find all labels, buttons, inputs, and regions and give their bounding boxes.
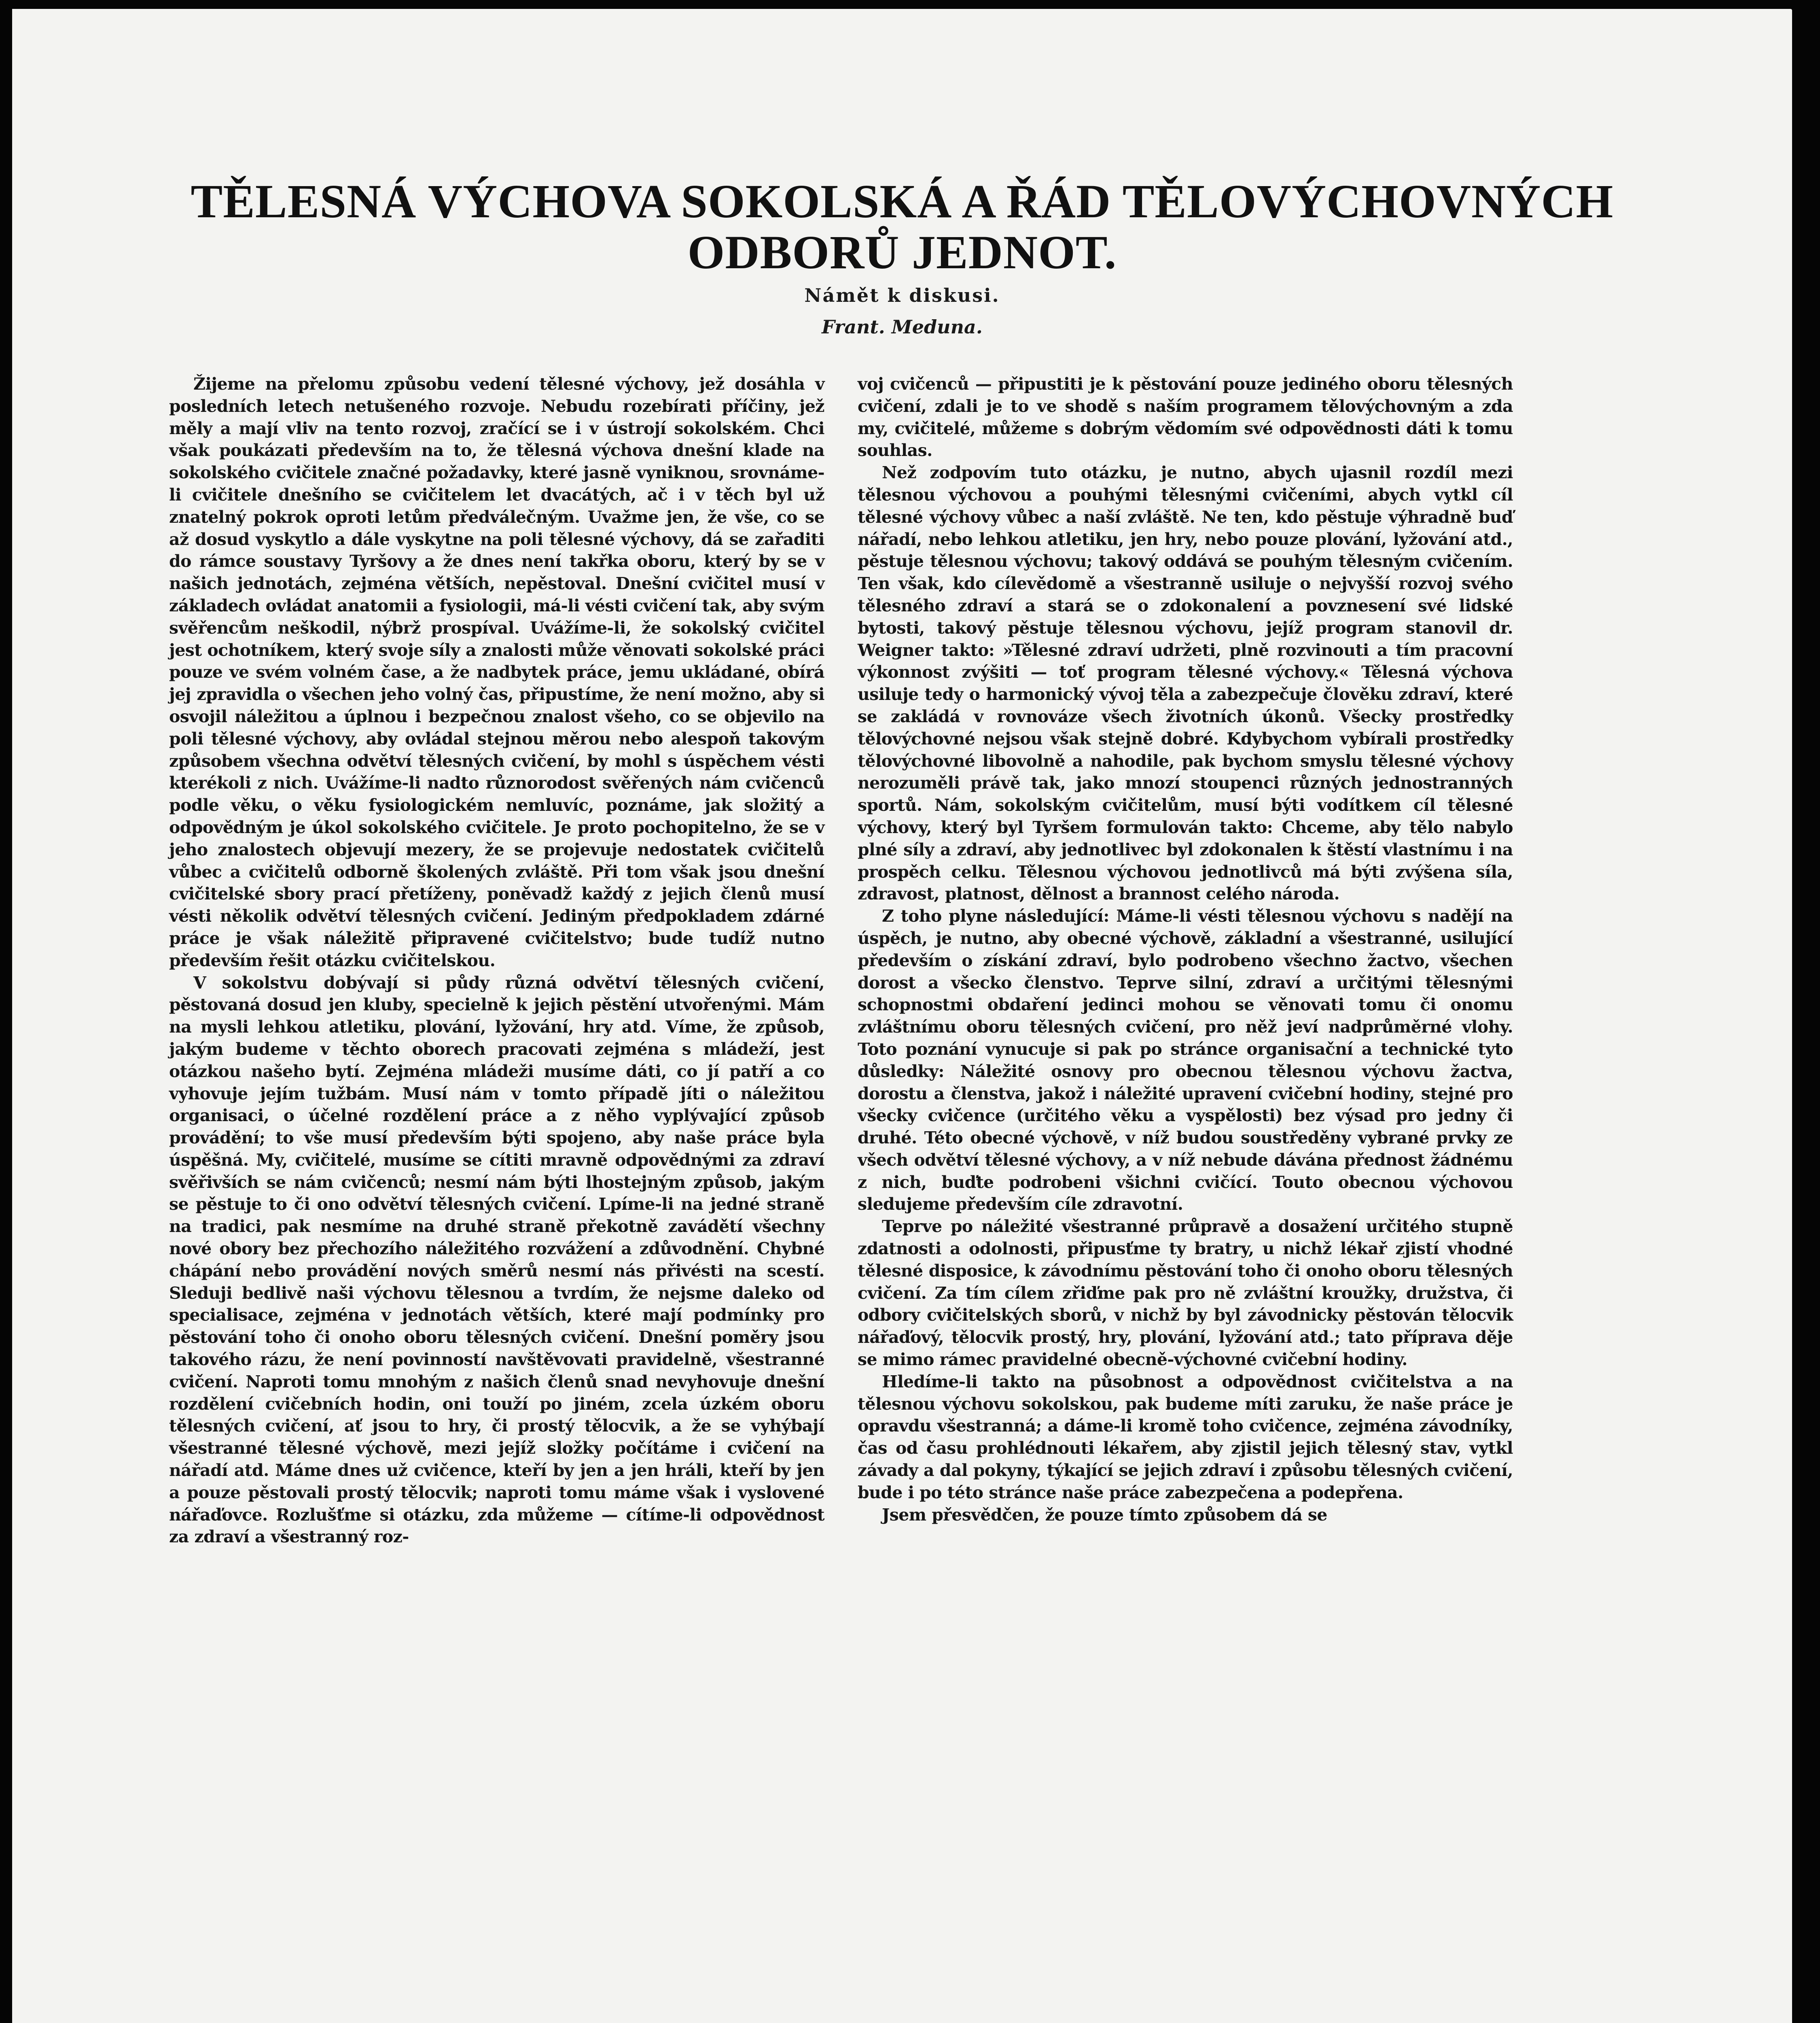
article-title-line-1: TĚLESNÁ VÝCHOVA SOKOLSKÁ A ŘÁD TĚLOVÝCHOVNÝCH <box>191 175 1614 228</box>
article-title-line-2: ODBORŮ JEDNOT. <box>687 226 1117 279</box>
paragraph: Žijeme na přelomu způsobu vedení tělesné výchovy, jež dosáhla v posledních letech netušeného rozvoje. Nebudu rozebírati příčiny, jež měly a mají vliv na tento rozvoj, zračící se i v ústrojí sokolském. Chci však poukázati především na to, že tělesná výchova dnešní klade na sokolského cvičitele značné požadavky, které jasně vyniknou, srovnáme-li cvičitele dnešního se cvičitelem let dvacátých, ač i v těch byl už znatelný pokrok oproti letům předválečným. Uvažme jen, že vše, co se až dosud vyskytlo a dále vyskytne na poli tělesné výchovy, dá se zařaditi do rámce soustavy Tyršovy a že dnes není takřka oboru, který by se v našich jednotách, zejména větších, nepěstoval. Dnešní cvičitel musí v základech ovládat anatomii a fysiologii, má-li vésti cvičení tak, aby svým svěřencům neškodil, nýbrž prospíval. Uvážíme-li, že sokolský cvičitel jest ochotníkem, který svoje síly a znalosti může věnovati sokolské práci pouze ve svém volném čase, a že nadbytek práce, jemu ukládané, obírá jej zpravidla o všechen jeho volný čas, připustíme, že není možno, aby si osvojil náležitou a úplnou i bezpečnou znalost všeho, co se objevilo na poli tělesné výchovy, aby ovládal stejnou měrou nebo alespoň takovým způsobem všechna odvětví tělesných cvičení, by mohl s úspěchem vésti kterékoli z nich. Uvážíme-li nadto různorodost svěřených nám cvičenců podle věku, o věku fysiologickém nemluvíc, poznáme, jak složitý a odpovědným je úkol sokolského cvičitele. Je proto pochopitelno, že se v jeho znalostech objevují mezery, že se projevuje nedostatek cvičitelů vůbec a cvičitelů odborně školených zvláště. Při tom však jsou dnešní cvičitelské sbory prací přetíženy, poněvadž každý z jejich členů musí vésti několik odvětví tělesných cvičení. Jediným předpokladem zdárné práce je však náležitě připravené cvičitelstvo; bude tudíž nutno především řešit otázku cvičitelskou. <box>169 374 824 970</box>
text-column-left <box>169 373 824 1548</box>
paragraph: Z toho plyne následující: Máme-li vésti tělesnou výchovu s nadějí na úspěch, je nutno, aby obecné výchově, základní a všestranné, usilující především o získání zdraví, bylo podrobeno všechno žactvo, všechen dorost a všecko členstvo. Teprve silní, zdraví a určitými tělesnými schopnostmi obdaření jedinci mohou se věnovati tomu či onomu zvláštnímu oboru tělesných cvičení, pro něž jeví nadprůměrné vlohy. Toto poznání vynucuje si pak po stránce organisační a technické tyto důsledky: Náležité osnovy pro obecnou tělesnou výchovu žactva, dorostu a členstva, jakož i náležité upravení cvičební hodiny, stejné pro všecky cvičence (určitého věku a vyspělosti) bez výsad pro jedny či druhé. Této obecné výchově, v níž budou soustředěny vybrané prvky ze všech odvětví tělesné výchovy, a v níž nebude dávána přednost žádnému z nich, buďte podrobeni všichni cvičící. Touto obecnou výchovou sledujeme především cíle zdravotní. <box>858 906 1513 1214</box>
paragraph: V sokolstvu dobývají si půdy různá odvětví tělesných cvičení, pěstovaná dosud jen kluby, specielně k jejich pěstění utvořenými. Mám na mysli lehkou atletiku, plování, lyžování, hry atd. Víme, že způsob, jakým budeme v těchto oborech pracovati zejména s mládeží, jest otázkou našeho bytí. Zejména mládeži musíme dáti, co jí patří a co vyhovuje jejím tužbám. Musí nám v tomto případě jíti o náležitou organisaci, o účelné rozdělení práce a z něho vyplývající způsob provádění; to vše musí především býti spojeno, aby naše práce byla úspěšná. My, cvičitelé, musíme se cítiti mravně odpovědnými za zdraví svěřivších se nám cvičenců; nesmí nám býti lhostejným způsob, jakým se pěstuje to či ono odvětví tělesných cvičení. Lpíme-li na jedné straně na tradici, pak nesmíme na druhé straně překotně zavádětí všechny nové obory bez přechozího náležitého rozvážení a zdůvodnění. Chybné chápání nebo provádění nových směrů nesmí nás přivésti na scestí. Sleduji bedlivě naši výchovu tělesnou a tvrdím, že nejsme daleko od specialisace, zejména v jednotách větších, které mají podmínky pro pěstování toho či onoho oboru tělesných cvičení. Dnešní poměry jsou takového rázu, že není povinností navštěvovati pravidelně, všestranné cvičení. Naproti tomu mnohým z našich členů snad nevyhovuje dnešní rozdělení cvičebních hodin, oni touží po jiném, zcela úzkém oboru tělesných cvičení, ať jsou to hry, či prostý tělocvik, a že se vyhýbají všestranné tělesné výchově, mezi jejíž složky počítáme i cvičení na nářadí atd. Máme dnes už cvičence, kteří by jen a jen hráli, kteří by jen a pouze pěstovali prostý tělocvik; naproti tomu máme však i vyslovené nářaďovce. Rozlušťme si otázku, zda můžeme — cítíme-li odpovědnost za zdraví a všestranný roz- <box>169 973 824 1547</box>
document-page <box>12 9 1792 2023</box>
paragraph-continuation: voj cvičenců — připustiti je k pěstování pouze jediného oboru tělesných cvičení, zdali je to ve shodě s naším programem tělovýchovným a zda my, cvičitelé, můžeme s dobrým vědomím své odpovědnosti dáti k tomu souhlas. <box>858 374 1513 460</box>
article-title <box>12 176 1792 278</box>
article-author: Frant. Meduna. <box>822 316 983 338</box>
article-subtitle: Námět k diskusi. <box>804 284 1000 306</box>
paragraph: Hledíme-li takto na působnost a odpovědnost cvičitelstva a na tělesnou výchovu sokolskou, pak budeme míti zaruku, že naše práce je opravdu všestranná; a dáme-li kromě toho cvičence, zejména závodníky, čas od času prohlédnouti lékařem, aby zjistil jejich tělesný stav, vytkl závady a dal pokyny, týkající se jejich zdraví i způsobu tělesných cvičení, bude i po této stránce naše práce zabezpečena a podepřena. <box>858 1372 1513 1502</box>
paragraph: Jsem přesvědčen, že pouze tímto způsobem dá se <box>882 1505 1327 1525</box>
paragraph: Teprve po náležité všestranné průpravě a dosažení určitého stupně zdatnosti a odolnosti, připusťme ty bratry, u nichž lékař zjistí vhodné tělesné disposice, k závodnímu pěstování toho či onoho oboru tělesných cvičení. Za tím cílem zřiďme pak pro ně zvláštní kroužky, družstva, či odbory cvičitelských sborů, v nichž by byl závodnicky pěstován tělocvik nářaďový, tělocvik prostý, hry, plování, lyžování atd.; tato příprava děje se mimo rámec pravidelné obecně-výchovné cvičební hodiny. <box>858 1217 1513 1370</box>
paragraph: Než zodpovím tuto otázku, je nutno, abych ujasnil rozdíl mezi tělesnou výchovou a pouhými tělesnými cvičeními, abych vytkl cíl tělesné výchovy vůbec a naší zvláště. Ne ten, kdo pěstuje výhradně buď nářadí, nebo lehkou atletiku, jen hry, nebo pouze plování, lyžování atd., pěstuje tělesnou výchovu; takový oddává se pouhým tělesným cvičením. Ten však, kdo cílevědomě a všestranně usiluje o nejvyšší rozvoj svého tělesného zdraví a stará se o zdokonalení a povznesení své lidské bytosti, takový pěstuje tělesnou výchovu, jejíž program stanovil dr. Weigner takto: »Tělesné zdraví udržeti, plně rozvinouti a tím pracovní výkonnost zvýšiti — toť program tělesné výchovy.« Tělesná výchova usiluje tedy o harmonický vývoj těla a zabezpečuje člověku zdraví, které se zakládá v rovnováze všech životních úkonů. Všecky prostředky tělovýchovné nejsou však stejně dobré. Kdybychom vybírali prostředky tělovýchovné libovolně a nahodile, pak bychom smyslu tělesné výchovy nerozuměli právě tak, jako mnozí stoupenci různých jednostranných sportů. Nám, sokolským cvičitelům, musí býti vodítkem cíl tělesné výchovy, který byl Tyršem formulován takto: Chceme, aby tělo nabylo plné síly a zdraví, aby jednotlivec byl zdokonalen k štěstí vlastnímu i na prospěch celku. Tělesnou výchovou jednotlivců má býti zvýšena síla, zdravost, platnost, dělnost a brannost celého národa. <box>858 463 1513 904</box>
text-column-right <box>858 373 1513 1526</box>
